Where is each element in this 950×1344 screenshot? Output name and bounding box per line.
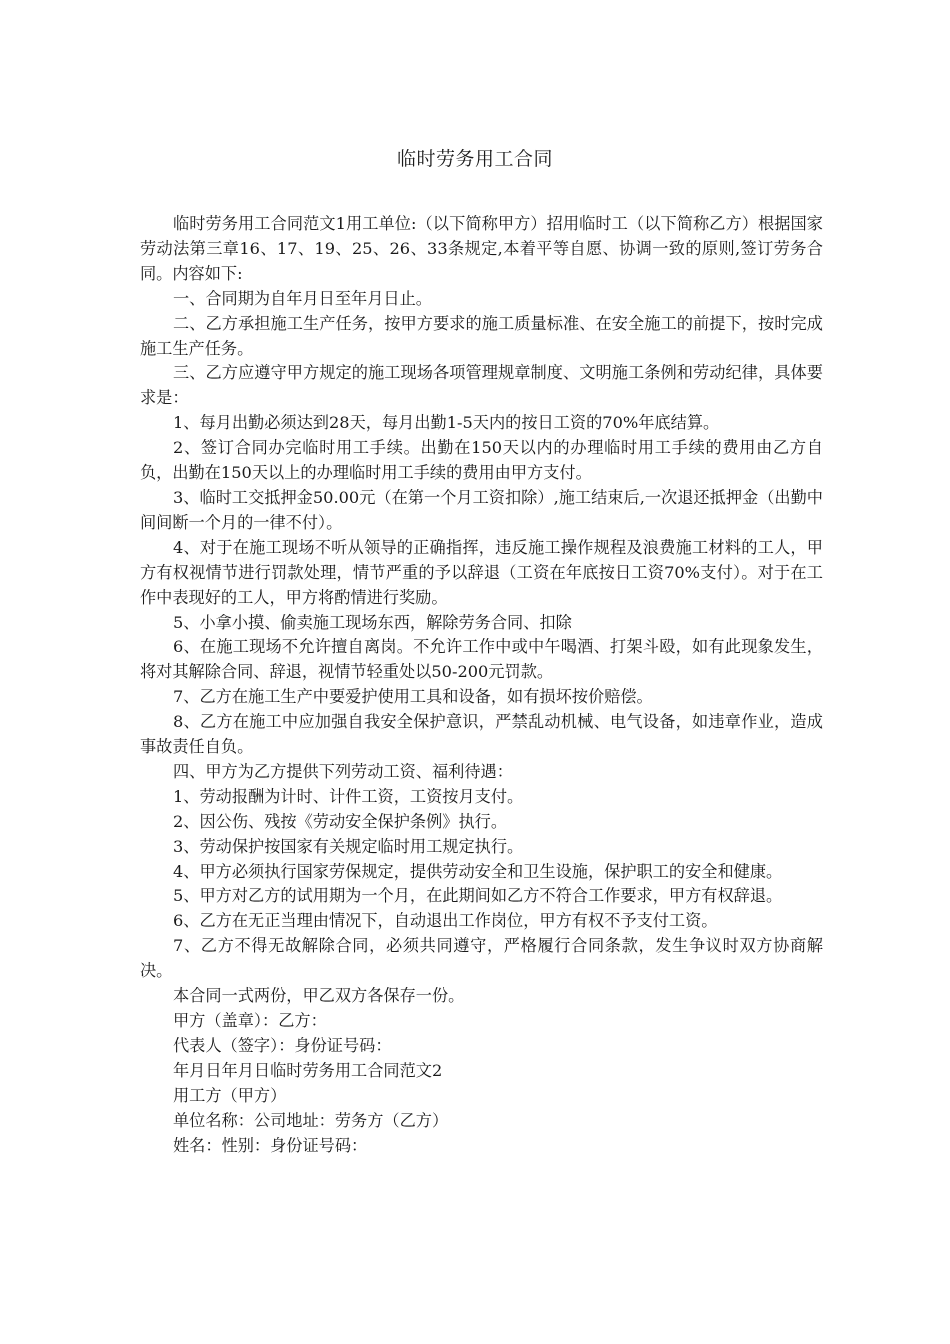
paragraph-item: 5、小拿小摸、偷卖施工现场东西，解除劳务合同、扣除	[173, 612, 572, 632]
paragraph-item: 3、临时工交抵押金50.00元（在第一个月工资扣除）,施工结束后,一次退还抵押金（出勤中间间断一个月的一律不付）。	[140, 487, 823, 532]
paragraph-item: 4、对于在施工现场不听从领导的正确指挥，违反施工操作规程及浪费施工材料的工人，甲方有权视情节进行罚款处理，情节严重的予以辞退（工资在年底按日工资70%支付）。对于在工作中表现好的工人，甲方将酌情进行奖励。	[140, 537, 823, 607]
employer-heading: 用工方（甲方）	[173, 1085, 287, 1105]
paragraph-item: 6、乙方在无正当理由情况下，自动退出工作岗位，甲方有权不予支付工资。	[173, 911, 718, 931]
paragraph-item: 7、乙方不得无故解除合同，必须共同遵守，严格履行合同条款，发生争议时双方协商解决。	[140, 936, 823, 981]
paragraph-section-3: 三、乙方应遵守甲方规定的施工现场各项管理规章制度、文明施工条例和劳动纪律，具体要求是：	[140, 363, 823, 408]
paragraph-section-2: 二、乙方承担施工生产任务，按甲方要求的施工质量标准、在安全施工的前提下，按时完成施工生产任务。	[140, 313, 823, 358]
paragraph-copies: 本合同一式两份，甲乙双方各保存一份。	[173, 986, 465, 1006]
paragraph-item: 3、劳动保护按国家有关规定临时用工规定执行。	[173, 836, 524, 856]
signature-line-representative: 代表人（签字）：身份证号码：	[173, 1035, 392, 1055]
paragraph-intro: 临时劳务用工合同范文1用工单位:（以下简称甲方）招用临时工（以下简称乙方）根据国家劳动法第三章16、17、19、25、26、33条规定,本着平等自愿、协调一致的原则,签订劳务合同。内容如下:	[140, 214, 823, 283]
paragraph-item: 7、乙方在施工生产中要爱护使用工具和设备，如有损坏按价赔偿。	[173, 687, 653, 707]
signature-line-party-a: 甲方（盖章）：乙方：	[173, 1011, 327, 1030]
document-body	[140, 212, 823, 1158]
paragraph-item: 2、因公伤、残按《劳动安全保护条例》执行。	[173, 811, 508, 831]
paragraph-section-1: 一、合同期为自年月日至年月日止。	[173, 288, 432, 308]
paragraph-item: 1、每月出勤必须达到28天，每月出勤1-5天内的按日工资的70%年底结算。	[173, 413, 720, 433]
document-title: 临时劳务用工合同	[396, 148, 553, 170]
paragraph-item: 1、劳动报酬为计时、计件工资，工资按月支付。	[173, 786, 524, 806]
date-line: 年月日年月日临时劳务用工合同范文2	[173, 1060, 443, 1080]
worker-info-line: 姓名：性别：身份证号码：	[173, 1135, 368, 1155]
paragraph-item: 2、签订合同办完临时用工手续。出勤在150天以内的办理临时用工手续的费用由乙方自负，出勤在150天以上的办理临时用工手续的费用由甲方支付。	[140, 438, 823, 483]
paragraph-section-4: 四、甲方为乙方提供下列劳动工资、福利待遇：	[173, 761, 513, 781]
paragraph-item: 4、甲方必须执行国家劳保规定，提供劳动安全和卫生设施，保护职工的安全和健康。	[173, 861, 783, 881]
employer-info-line: 单位名称：公司地址：劳务方（乙方）	[173, 1110, 449, 1130]
paragraph-item: 6、在施工现场不允许擅自离岗。不允许工作中或中午喝酒、打架斗殴，如有此现象发生，将对其解除合同、辞退，视情节轻重处以50-200元罚款。	[140, 637, 823, 682]
paragraph-item: 8、乙方在施工中应加强自我安全保护意识，严禁乱动机械、电气设备，如违章作业，造成事故责任自负。	[140, 712, 823, 757]
paragraph-item: 5、甲方对乙方的试用期为一个月，在此期间如乙方不符合工作要求，甲方有权辞退。	[173, 886, 783, 906]
